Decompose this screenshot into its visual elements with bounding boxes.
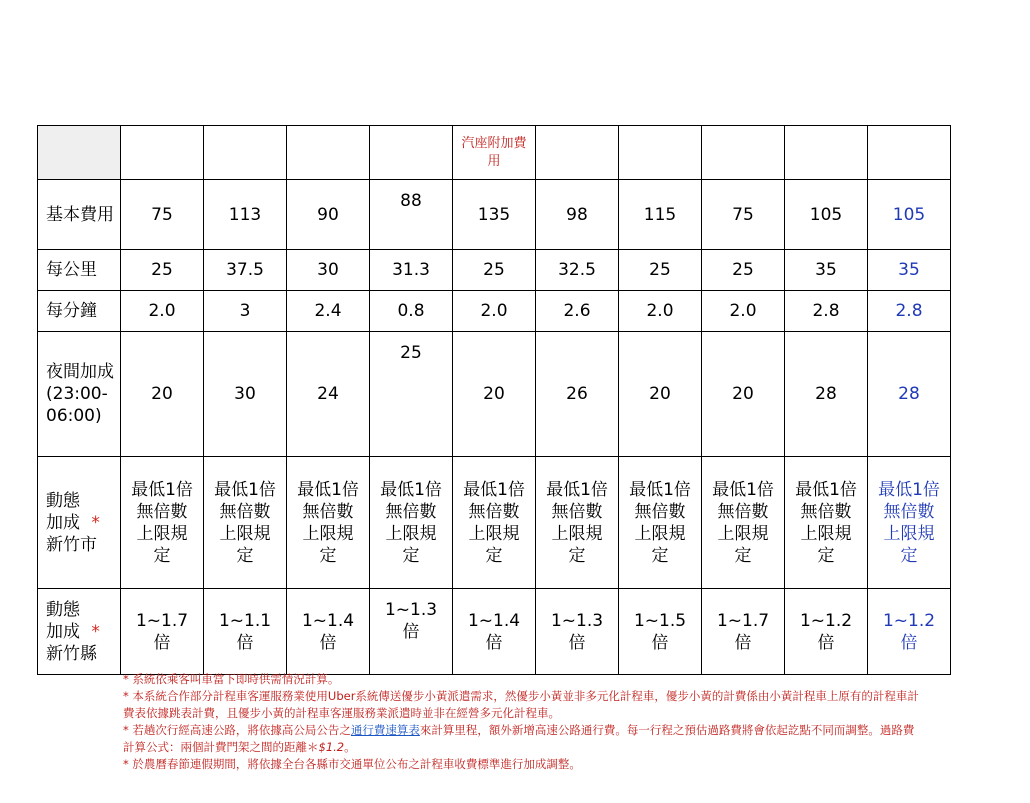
table-row-surge-hsinchu-city: [38, 457, 951, 589]
cell-text: 最低1倍無倍數上限規定: [131, 479, 193, 566]
cell-text: 1~1.2倍: [882, 610, 936, 653]
table-cell: [370, 589, 453, 675]
table-cell: 75: [121, 180, 204, 250]
table-cell: 20: [619, 332, 702, 457]
footnote-3-text-b: 來計算里程，額外新增高速公路通行費。每一行程之預估過路費將會依起訖點不同而調整。過路費計算公式：兩個計費門架之間的距離＊: [123, 723, 915, 754]
cell-text: 1~1.3倍: [550, 610, 604, 653]
table-cell: 30: [204, 332, 287, 457]
table-cell: 2.6: [536, 291, 619, 332]
table-cell: [868, 589, 951, 675]
table-cell: [536, 589, 619, 675]
footnote-2: * 本系統合作部分計程車客運服務業使用Uber系統傳送優步小黃派遣需求，然優步小黃並非多元化計程車，優步小黃的計費係由小黃計程車上原有的計程車計費表依據跳表計費，且優步小黃的計程車客運服務業派遣時並非在經營多元化計程車。: [123, 689, 919, 720]
row-label: [38, 457, 121, 589]
fare-table: [37, 125, 951, 675]
table-cell: 25: [121, 250, 204, 291]
row-label: [38, 589, 121, 675]
table-cell: 105: [868, 180, 951, 250]
table-cell: [453, 457, 536, 589]
table-cell: 105: [785, 180, 868, 250]
cell-text: 1~1.1倍: [218, 610, 272, 653]
cell-text: 1~1.2倍: [799, 610, 853, 653]
cell-text: 最低1倍無倍數上限規定: [380, 479, 442, 566]
footnotes: [123, 671, 923, 773]
header-cell: [785, 126, 868, 180]
footnote-4: * 於農曆春節連假期間，將依據全台各縣市交通單位公布之計程車收費標準進行加成調整。: [123, 757, 581, 771]
table-cell: 90: [287, 180, 370, 250]
cell-text: 1~1.7倍: [716, 610, 770, 653]
table-cell: 25: [619, 250, 702, 291]
asterisk-mark: *: [91, 512, 100, 533]
row-label-text: 動態加成: [46, 490, 80, 533]
table-cell: 25: [453, 250, 536, 291]
table-cell: [702, 589, 785, 675]
footnote-3-text-d: 。: [344, 740, 356, 754]
table-cell: 20: [702, 332, 785, 457]
table-cell: 32.5: [536, 250, 619, 291]
row-label-text: 動態加成: [46, 599, 80, 642]
row-label: 每分鐘: [38, 291, 121, 332]
table-cell: [370, 457, 453, 589]
footnote-1: * 系統依乘客叫車當下即時供需情況計算。: [123, 672, 340, 686]
row-label: 夜間加成(23:00-06:00): [38, 332, 121, 457]
table-cell: 20: [121, 332, 204, 457]
row-sublabel: 新竹市: [46, 534, 97, 555]
table-cell: [868, 457, 951, 589]
table-cell: 26: [536, 332, 619, 457]
cell-text: 最低1倍無倍數上限規定: [795, 479, 857, 566]
table-row-per-minute: [38, 291, 951, 332]
table-cell: 2.0: [453, 291, 536, 332]
table-cell: [287, 589, 370, 675]
table-cell: [619, 457, 702, 589]
table-cell: 31.3: [370, 250, 453, 291]
table-cell: [287, 457, 370, 589]
header-cell: [868, 126, 951, 180]
table-row-surge-hsinchu-county: [38, 589, 951, 675]
table-cell: 2.0: [121, 291, 204, 332]
cell-text: 最低1倍無倍數上限規定: [463, 479, 525, 566]
table-cell: 0.8: [370, 291, 453, 332]
table-cell: [785, 589, 868, 675]
table-cell: 115: [619, 180, 702, 250]
table-cell: 3: [204, 291, 287, 332]
table-cell: 135: [453, 180, 536, 250]
toll-rate: $1.2: [318, 740, 345, 754]
header-cell: [287, 126, 370, 180]
table-cell: 28: [868, 332, 951, 457]
header-row: [38, 126, 951, 180]
footnote-3: [123, 722, 923, 756]
table-cell: 20: [453, 332, 536, 457]
cell-text: 最低1倍無倍數上限規定: [629, 479, 691, 566]
table-cell: 25: [370, 332, 453, 457]
table-cell: [619, 589, 702, 675]
cell-text: 1~1.4倍: [301, 610, 355, 653]
header-corner-cell: [38, 126, 121, 180]
table-cell: 88: [370, 180, 453, 250]
cell-text: 最低1倍無倍數上限規定: [712, 479, 774, 566]
table-cell: 35: [785, 250, 868, 291]
table-cell: [785, 457, 868, 589]
header-cell: [536, 126, 619, 180]
footnote-3-text-a: * 若趟次行經高速公路，將依據高公局公告之: [123, 723, 351, 737]
table-cell: 24: [287, 332, 370, 457]
table-row-per-km: [38, 250, 951, 291]
table-cell: 75: [702, 180, 785, 250]
table-cell: [204, 589, 287, 675]
cell-text: 最低1倍無倍數上限規定: [214, 479, 276, 566]
header-cell: [370, 126, 453, 180]
table-cell: [453, 589, 536, 675]
table-cell: 25: [702, 250, 785, 291]
asterisk-mark: *: [91, 621, 100, 642]
table-cell: 2.0: [702, 291, 785, 332]
cell-text: 最低1倍無倍數上限規定: [297, 479, 359, 566]
table-cell: 2.4: [287, 291, 370, 332]
row-label: 基本費用: [38, 180, 121, 250]
toll-calculator-link[interactable]: 通行費速算表: [350, 723, 420, 737]
cell-text: 1~1.3倍: [384, 600, 438, 642]
header-cell: [121, 126, 204, 180]
table-cell: 98: [536, 180, 619, 250]
cell-text: 1~1.4倍: [467, 610, 521, 653]
table-cell: [702, 457, 785, 589]
table-row-night-surcharge: [38, 332, 951, 457]
table-cell: 2.0: [619, 291, 702, 332]
header-cell: [702, 126, 785, 180]
cell-text: 最低1倍無倍數上限規定: [546, 479, 608, 566]
table-cell: 2.8: [868, 291, 951, 332]
cell-text: 1~1.7倍: [135, 610, 189, 653]
table-cell: [121, 457, 204, 589]
table-cell: [536, 457, 619, 589]
table-cell: [204, 457, 287, 589]
table-cell: 35: [868, 250, 951, 291]
table-cell: 28: [785, 332, 868, 457]
table-row-base-fare: [38, 180, 951, 250]
header-cell: [619, 126, 702, 180]
header-cell-car-seat: [453, 126, 536, 180]
row-sublabel: 新竹縣: [46, 643, 97, 664]
cell-text: 1~1.5倍: [633, 610, 687, 653]
car-seat-fee-note: 汽座附加費用: [461, 135, 527, 169]
table-cell: 30: [287, 250, 370, 291]
row-label: 每公里: [38, 250, 121, 291]
table-cell: 113: [204, 180, 287, 250]
table-cell: 2.8: [785, 291, 868, 332]
cell-text: 最低1倍無倍數上限規定: [878, 479, 940, 566]
table-cell: [121, 589, 204, 675]
table-cell: 37.5: [204, 250, 287, 291]
header-cell: [204, 126, 287, 180]
